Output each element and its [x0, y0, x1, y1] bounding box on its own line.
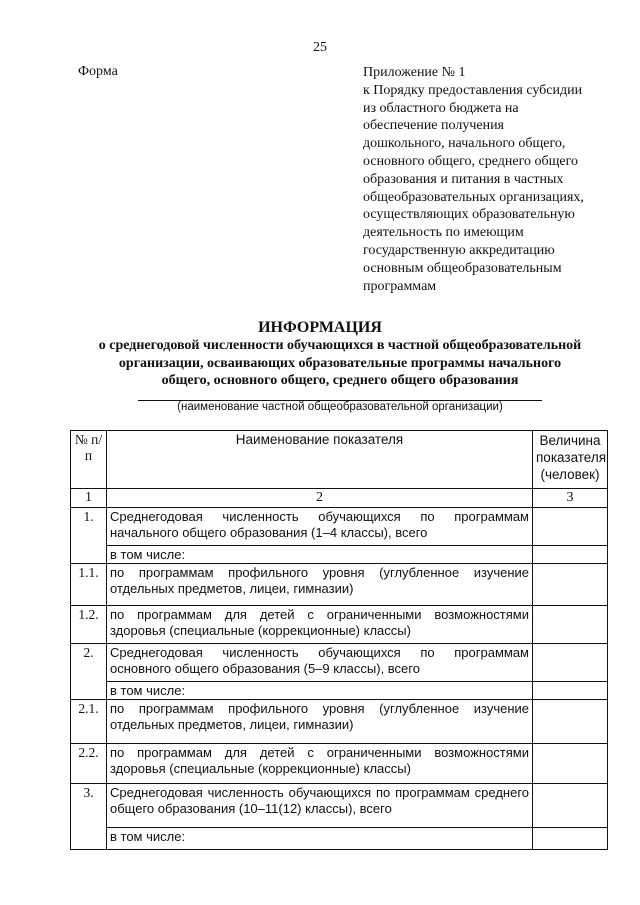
- indicators-table: [70, 430, 608, 850]
- appendix-line: программам: [363, 278, 437, 294]
- row-number: 1.1.: [71, 564, 107, 606]
- table-subrow: [71, 682, 608, 700]
- row-value-cell[interactable]: [533, 606, 608, 644]
- table-row: [71, 644, 608, 682]
- row-value-cell[interactable]: [533, 508, 608, 546]
- org-name-caption: (наименование частной общеобразовательной организации): [177, 401, 503, 413]
- row-number: 1.: [71, 508, 107, 564]
- row-indicator: по программам для детей с ограниченными возможностями здоровья (специальные (коррекционные) классы): [107, 606, 533, 644]
- row-value-cell[interactable]: [533, 828, 608, 850]
- row-subheading: в том числе:: [107, 546, 533, 564]
- row-subheading: в том числе:: [107, 828, 533, 850]
- row-value-cell[interactable]: [533, 744, 608, 784]
- form-label: Форма: [78, 64, 118, 79]
- row-indicator: по программам для детей с ограниченными возможностями здоровья (специальные (коррекционные) классы): [107, 744, 533, 784]
- table-header-row: [71, 431, 608, 489]
- appendix-line: Приложение № 1: [363, 65, 466, 80]
- appendix-line: образования и питания в частных: [363, 171, 564, 187]
- column-number: 1: [71, 489, 107, 508]
- table-row: [71, 784, 608, 828]
- appendix-line: деятельность по имеющим: [363, 225, 524, 241]
- row-value-cell[interactable]: [533, 644, 608, 682]
- column-number-row: [71, 489, 608, 508]
- appendix-line: дошкольного, начального общего,: [363, 136, 566, 152]
- table-row: [71, 700, 608, 744]
- row-indicator: Среднегодовая численность обучающихся по программам начального общего образования (1–4 классы), всего: [107, 508, 533, 546]
- subtitle-line: организации, осваивающих образовательные программы начального: [118, 355, 562, 371]
- row-number: 2.: [71, 644, 107, 700]
- row-indicator: по программам профильного уровня (углубленное изучение отдельных предметов, лицеи, гимназии): [107, 700, 533, 744]
- row-value-cell[interactable]: [533, 546, 608, 564]
- row-indicator: по программам профильного уровня (углубленное изучение отдельных предметов, лицеи, гимназии): [107, 564, 533, 606]
- appendix-line: из областного бюджета на: [363, 100, 519, 116]
- header-number: № п/п: [71, 431, 107, 489]
- appendix-line: обеспечение получения: [363, 118, 504, 134]
- header-indicator-name: Наименование показателя: [107, 431, 533, 489]
- appendix-line: общеобразовательных организациях,: [363, 189, 584, 205]
- row-number: 2.2.: [71, 744, 107, 784]
- appendix-line: к Порядку предоставления субсидии: [363, 82, 583, 98]
- row-value-cell[interactable]: [533, 564, 608, 606]
- row-indicator: Среднегодовая численность обучающихся по программам основного общего образования (5–9 классы), всего: [107, 644, 533, 682]
- table-row: [71, 564, 608, 606]
- appendix-line: основным общеобразовательным: [363, 260, 562, 276]
- table-subrow: [71, 546, 608, 564]
- table-subrow: [71, 828, 608, 850]
- row-subheading: в том числе:: [107, 682, 533, 700]
- row-value-cell[interactable]: [533, 784, 608, 828]
- appendix-reference: [363, 64, 613, 295]
- row-indicator: Среднегодовая численность обучающихся по программам среднего общего образования (10–11(12) классы), всего: [107, 784, 533, 828]
- header-indicator-value: Величина показателя (человек): [533, 431, 608, 489]
- table-row: [71, 744, 608, 784]
- subtitle-line: общего, основного общего, среднего общего образования: [161, 373, 519, 388]
- appendix-line: государственную аккредитацию: [363, 242, 555, 258]
- table-row: [71, 606, 608, 644]
- column-number: 3: [533, 489, 608, 508]
- row-number: 3.: [71, 784, 107, 850]
- page-number: 25: [313, 40, 327, 55]
- row-number: 2.1.: [71, 700, 107, 744]
- row-value-cell[interactable]: [533, 682, 608, 700]
- appendix-line: основного общего, среднего общего: [363, 153, 579, 169]
- table-row: [71, 508, 608, 546]
- column-number: 2: [107, 489, 533, 508]
- document-title: ИНФОРМАЦИЯ: [258, 319, 382, 336]
- row-value-cell[interactable]: [533, 700, 608, 744]
- row-number: 1.2.: [71, 606, 107, 644]
- appendix-line: осуществляющих образовательную: [363, 207, 575, 223]
- document-subtitle: [70, 337, 610, 390]
- subtitle-line: о среднегодовой численности обучающихся в частной общеобразовательной: [98, 338, 582, 353]
